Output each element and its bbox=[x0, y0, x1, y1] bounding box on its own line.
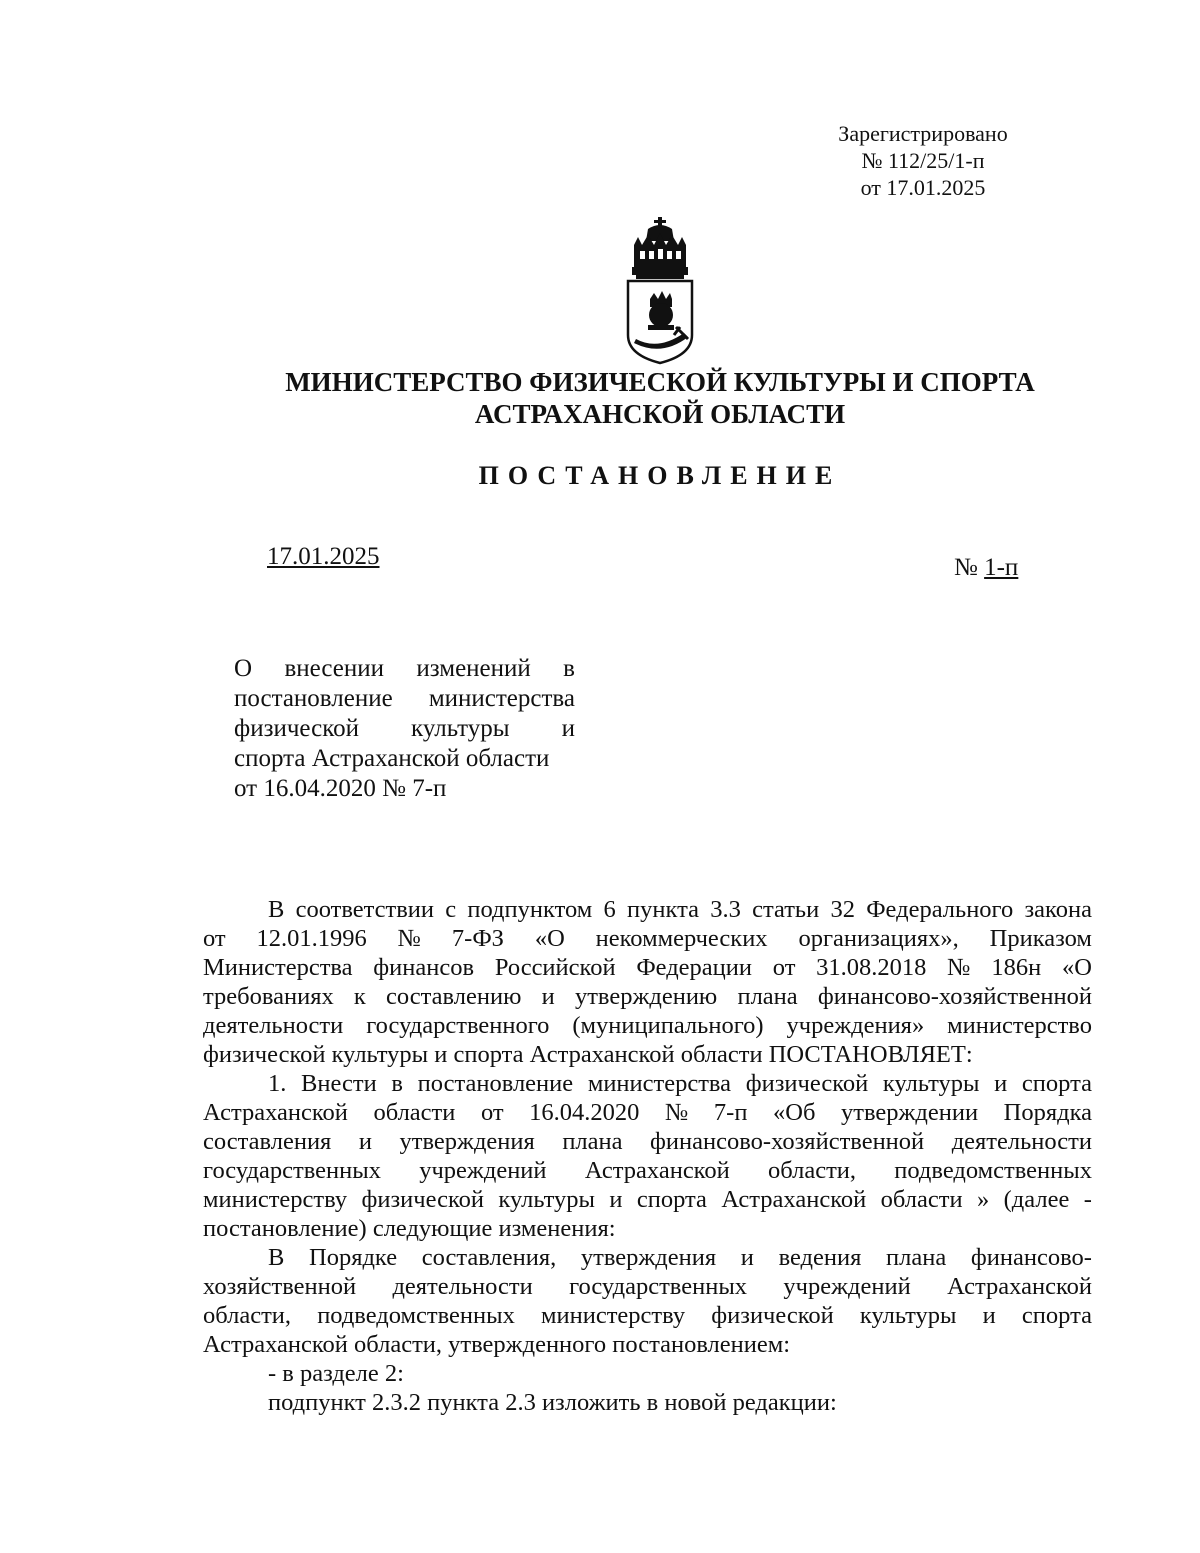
word: финансово-хозяйственной bbox=[650, 1128, 925, 1155]
word: Российской bbox=[494, 954, 616, 981]
text-line bbox=[203, 982, 1092, 1011]
word: некоммерческих bbox=[595, 925, 768, 952]
word: 12.01.1996 bbox=[256, 925, 367, 952]
word: 32 bbox=[830, 896, 855, 923]
word: утверждения bbox=[580, 1244, 717, 1271]
text-line bbox=[203, 1243, 1092, 1272]
word: 16.04.2020 bbox=[529, 1099, 640, 1126]
subject-line: физической культуры и bbox=[234, 715, 575, 742]
word: 6 bbox=[603, 896, 616, 923]
ministry-name-line2: АСТРАХАНСКОЙ ОБЛАСТИ bbox=[474, 399, 846, 429]
document-date: 17.01.2025 bbox=[267, 543, 380, 570]
text-line bbox=[203, 1098, 1092, 1127]
word: и bbox=[541, 983, 555, 1010]
paragraph-procedure bbox=[203, 1243, 1092, 1359]
text-line: физической культуры и спорта Астраханской области ПОСТАНОВЛЯЕТ: bbox=[203, 1041, 973, 1068]
text-line: постановление) следующие изменения: bbox=[203, 1215, 616, 1242]
text-line bbox=[203, 1185, 1092, 1214]
word: физической bbox=[361, 1186, 484, 1213]
word: 7-п bbox=[713, 1099, 748, 1126]
word: Астраханской bbox=[203, 1099, 348, 1126]
word: требованиях bbox=[203, 983, 334, 1010]
word: государственных bbox=[203, 1157, 381, 1184]
word: составлению bbox=[386, 983, 522, 1010]
word: учреждений bbox=[783, 1273, 911, 1300]
word: соответствии bbox=[295, 896, 435, 923]
coat-of-arms-emblem bbox=[618, 215, 702, 365]
word: В bbox=[268, 1244, 285, 1271]
subject-line: спорта Астраханской области bbox=[234, 745, 550, 772]
word: № bbox=[947, 954, 971, 981]
word: деятельности bbox=[951, 1128, 1092, 1155]
text-line: Астраханской области, утвержденного постановлением: bbox=[203, 1331, 791, 1358]
word: культуры bbox=[859, 1302, 957, 1329]
word: подпунктом bbox=[467, 896, 593, 923]
number-prefix: № bbox=[954, 554, 978, 581]
registration-stamp bbox=[808, 120, 1038, 201]
word: пункта bbox=[627, 896, 699, 923]
word: Внести bbox=[301, 1070, 377, 1097]
word: В bbox=[268, 896, 285, 923]
word: деятельности bbox=[203, 1012, 344, 1039]
word: спорта bbox=[636, 1186, 707, 1213]
word: Порядка bbox=[1003, 1099, 1092, 1126]
word: плана bbox=[562, 1128, 623, 1155]
document-type: ПОСТАНОВЛЕНИЕ bbox=[478, 461, 842, 490]
word: Министерства bbox=[203, 954, 353, 981]
word: культуры bbox=[498, 1186, 595, 1213]
word: финансово-хозяйственной bbox=[817, 983, 1092, 1010]
text-line bbox=[203, 1156, 1092, 1185]
word: спорта bbox=[1021, 1070, 1092, 1097]
word: государственных bbox=[569, 1273, 748, 1300]
word: в bbox=[391, 1070, 403, 1097]
word: подведомственных bbox=[317, 1302, 515, 1329]
text-line bbox=[203, 1011, 1092, 1040]
word: от bbox=[772, 954, 796, 981]
word: и bbox=[358, 1128, 372, 1155]
text-line bbox=[203, 1272, 1092, 1301]
word: и bbox=[609, 1186, 623, 1213]
word: с bbox=[445, 896, 457, 923]
word: и bbox=[740, 1244, 754, 1271]
word: к bbox=[353, 983, 366, 1010]
word: министерству bbox=[541, 1302, 686, 1329]
word: утверждении bbox=[840, 1099, 979, 1126]
registration-date: от 17.01.2025 bbox=[860, 175, 986, 200]
word: Приказом bbox=[989, 925, 1092, 952]
paragraph-item-1 bbox=[203, 1069, 1092, 1243]
word: утверждения bbox=[399, 1128, 535, 1155]
word: области bbox=[880, 1186, 963, 1213]
word: Федерального bbox=[866, 896, 1014, 923]
subject-line: О внесении изменений в bbox=[234, 655, 575, 682]
word: плана bbox=[737, 983, 798, 1010]
word: Порядке bbox=[309, 1244, 398, 1271]
word: организациях», bbox=[798, 925, 959, 952]
subject-line: от 16.04.2020 № 7-п bbox=[234, 775, 447, 802]
word: «Об bbox=[773, 1099, 816, 1126]
ministry-name-line1: МИНИСТЕРСТВО ФИЗИЧЕСКОЙ КУЛЬТУРЫ И СПОРТА bbox=[285, 367, 1035, 397]
word: министерство bbox=[947, 1012, 1092, 1039]
word: финансов bbox=[373, 954, 475, 981]
word: (муниципального) bbox=[572, 1012, 764, 1039]
word: - bbox=[1083, 1186, 1092, 1213]
registration-number: № 112/25/1-п bbox=[861, 148, 985, 173]
subject-line: постановление министерства bbox=[234, 685, 575, 712]
word: закона bbox=[1024, 896, 1092, 923]
word: № bbox=[664, 1099, 689, 1126]
word: и bbox=[994, 1070, 1008, 1097]
text-line bbox=[203, 1127, 1092, 1156]
word: постановление bbox=[417, 1070, 574, 1097]
number-value: 1-п bbox=[984, 554, 1019, 581]
word: и bbox=[982, 1302, 996, 1329]
word: » bbox=[976, 1186, 990, 1213]
text-line bbox=[203, 924, 1092, 953]
paragraph-section: - в разделе 2: bbox=[268, 1360, 404, 1387]
ministry-name bbox=[200, 366, 1120, 430]
word: спорта bbox=[1021, 1302, 1092, 1329]
word: 186н bbox=[991, 954, 1042, 981]
paragraph-preamble bbox=[203, 895, 1092, 1069]
word: финансово- bbox=[970, 1244, 1092, 1271]
word: от bbox=[203, 925, 226, 952]
document-body bbox=[203, 895, 1092, 1417]
word: составления bbox=[203, 1128, 332, 1155]
document-number bbox=[954, 554, 1018, 582]
word: 3.3 bbox=[710, 896, 741, 923]
word: плана bbox=[886, 1244, 947, 1271]
word: министерства bbox=[587, 1070, 732, 1097]
word: физической bbox=[711, 1302, 834, 1329]
text-line bbox=[203, 895, 1092, 924]
word: области bbox=[373, 1099, 456, 1126]
word: области, bbox=[203, 1302, 292, 1329]
word: культуры bbox=[882, 1070, 980, 1097]
word: «О bbox=[1061, 954, 1092, 981]
word: хозяйственной bbox=[203, 1273, 357, 1300]
paragraph-subitem: подпункт 2.3.2 пункта 2.3 изложить в новой редакции: bbox=[268, 1389, 837, 1416]
word: утверждению bbox=[574, 983, 718, 1010]
word: 1. bbox=[268, 1070, 287, 1097]
word: Астраханской bbox=[721, 1186, 867, 1213]
word: области, bbox=[767, 1157, 857, 1184]
word: ведения bbox=[778, 1244, 862, 1271]
word: Астраханской bbox=[584, 1157, 730, 1184]
word: от bbox=[480, 1099, 504, 1126]
word: 31.08.2018 bbox=[816, 954, 927, 981]
word: «О bbox=[534, 925, 565, 952]
word: Астраханской bbox=[947, 1273, 1092, 1300]
word: государственного bbox=[366, 1012, 550, 1039]
word: № bbox=[397, 925, 422, 952]
text-line bbox=[203, 953, 1092, 982]
word: министерству bbox=[203, 1186, 348, 1213]
text-line bbox=[203, 1069, 1092, 1098]
word: учреждений bbox=[419, 1157, 547, 1184]
word: статьи bbox=[752, 896, 820, 923]
word: составления, bbox=[421, 1244, 557, 1271]
text-line bbox=[203, 1301, 1092, 1330]
word: физической bbox=[745, 1070, 869, 1097]
registration-label: Зарегистрировано bbox=[838, 121, 1008, 146]
word: Федерации bbox=[636, 954, 753, 981]
document-subject bbox=[234, 654, 575, 804]
word: деятельности bbox=[392, 1273, 533, 1300]
word: 7-ФЗ bbox=[451, 925, 504, 952]
word: подведомственных bbox=[894, 1157, 1092, 1184]
word: учреждения» bbox=[786, 1012, 925, 1039]
word: (далее bbox=[1003, 1186, 1070, 1213]
